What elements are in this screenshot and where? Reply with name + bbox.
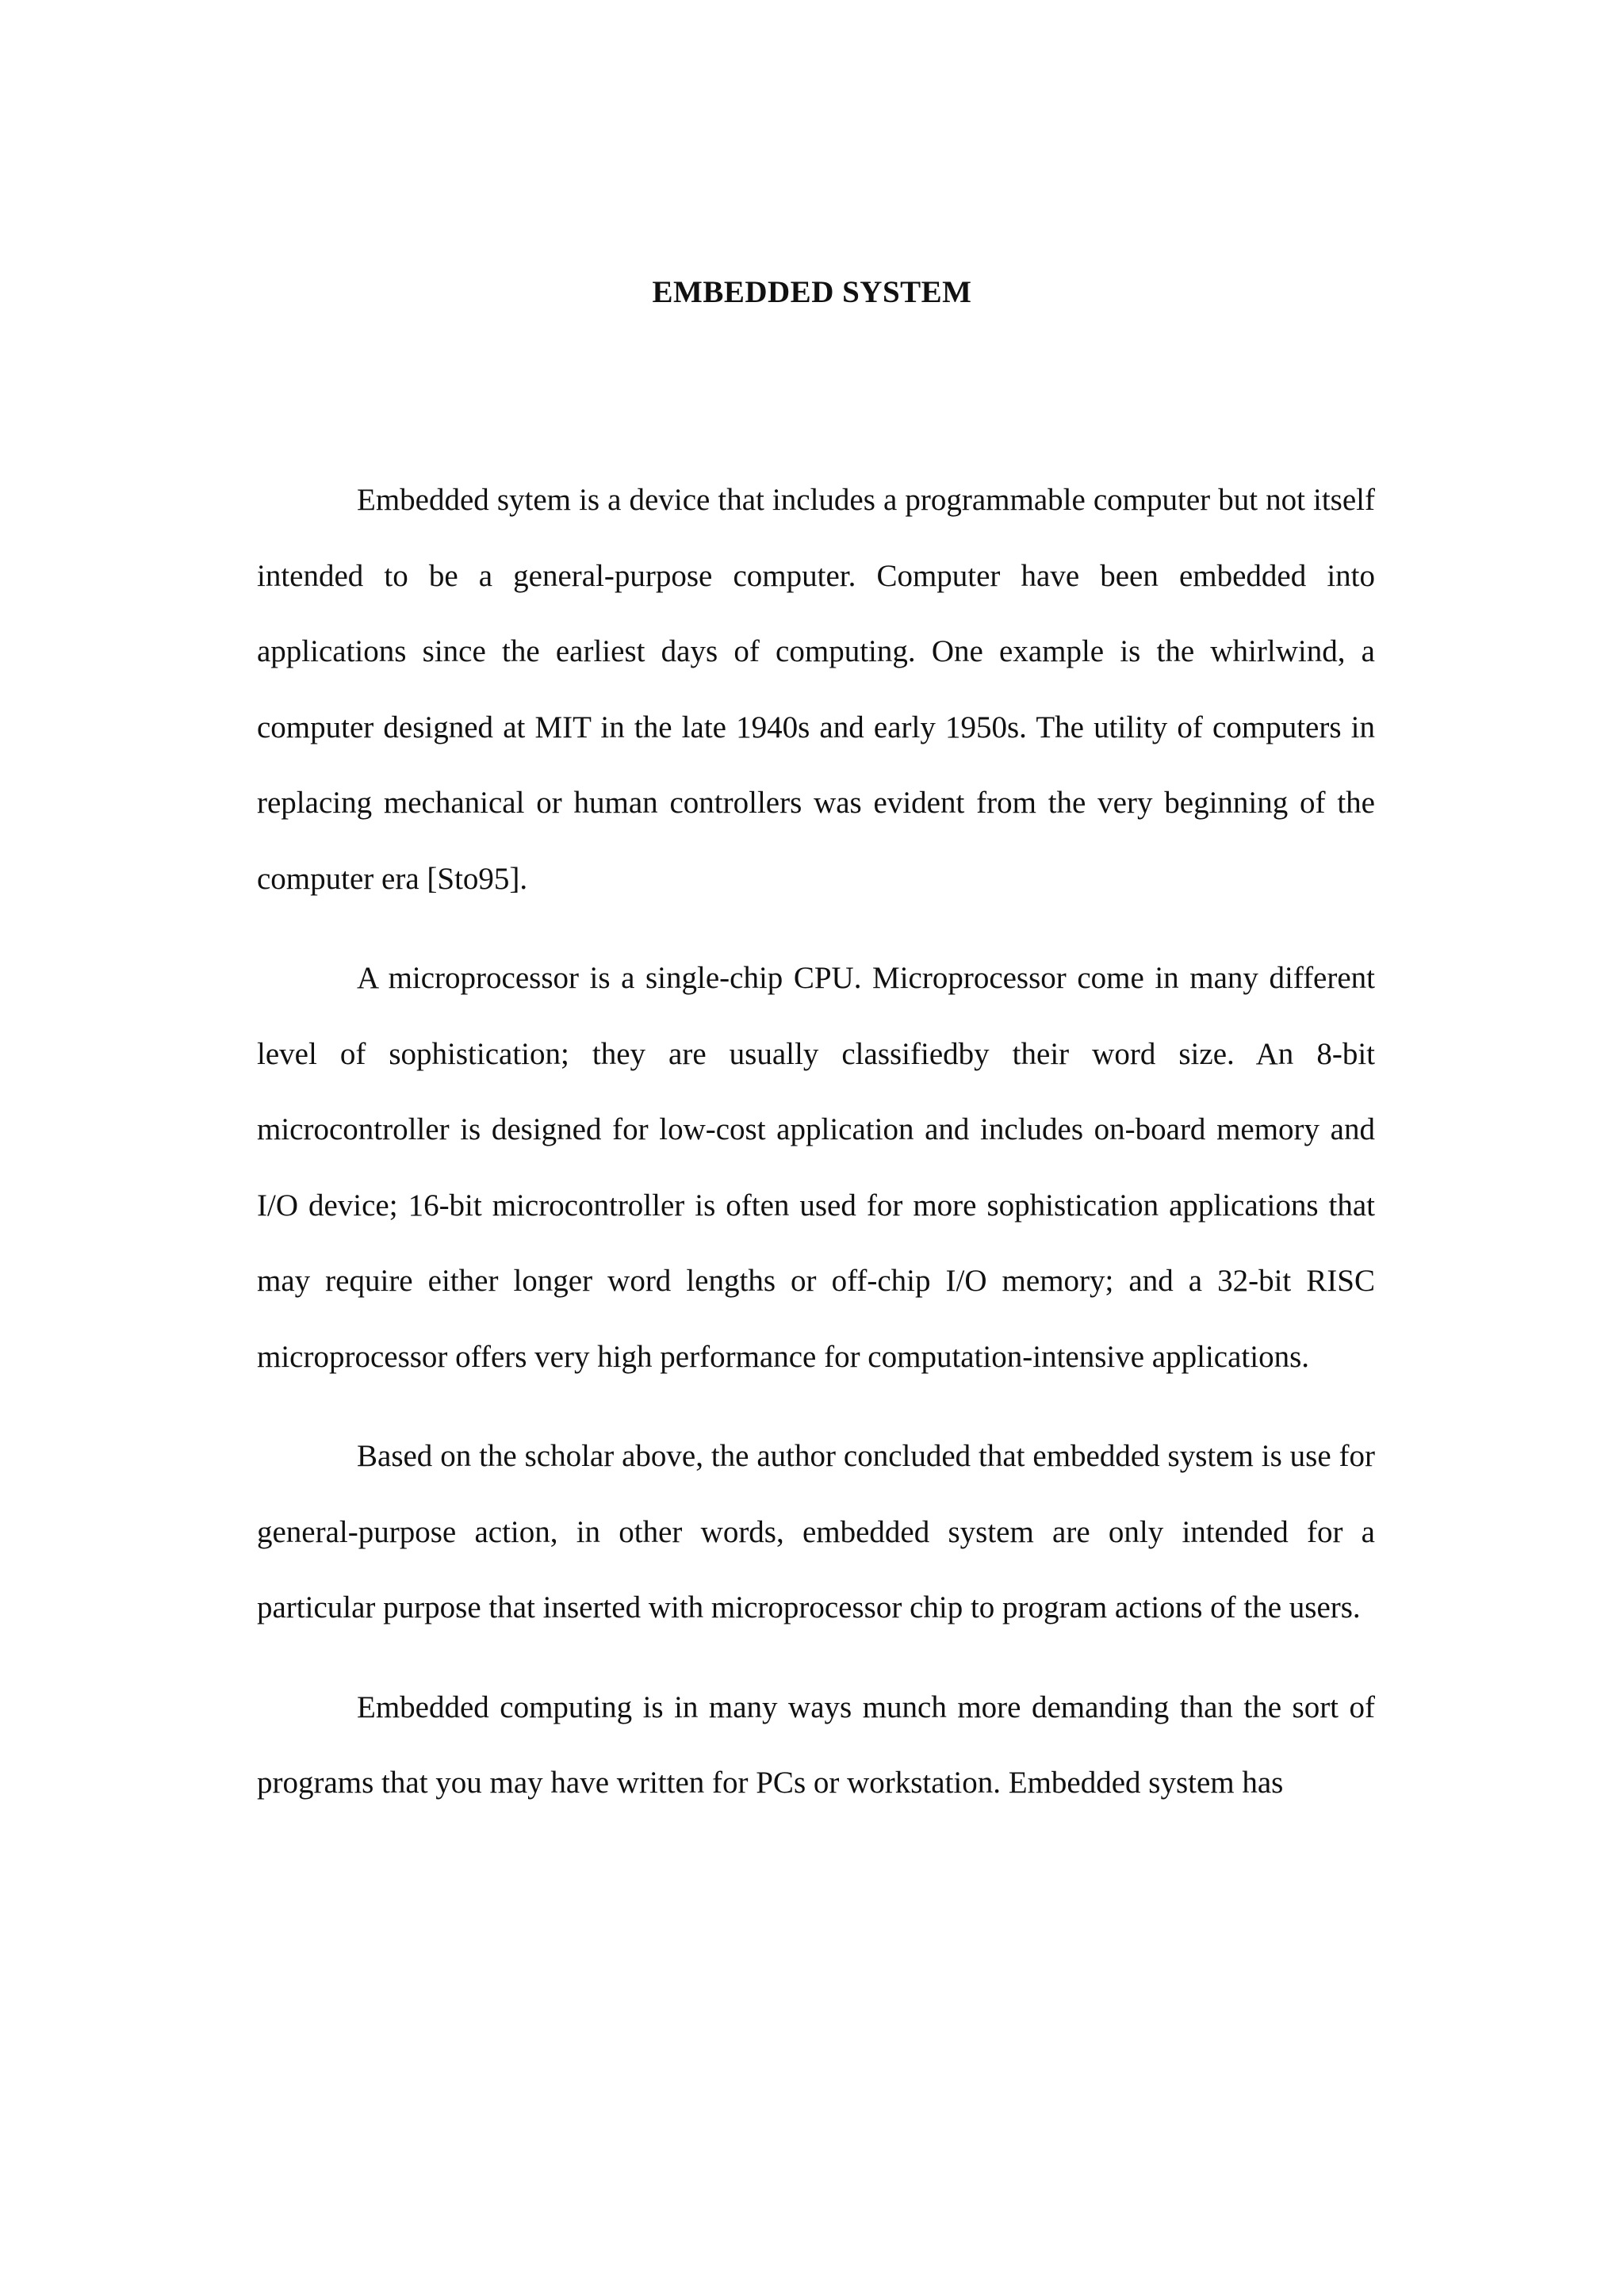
page-title: EMBEDDED SYSTEM — [652, 275, 972, 309]
paragraph-conclusion: Based on the scholar above, the author concluded that embedded system is use for general-purpose action, in other words, embedded system are only intended for a particular purpose that inserted with microprocessor chip to program actions of the users. — [257, 1439, 1375, 1624]
document-body — [257, 462, 1375, 1845]
paragraph-definition: Embedded sytem is a device that includes a programmable computer but not itself intended to be a general-purpose computer. Computer have been embedded into applications since the earliest days of computing. One example is the whirlwind, a computer designed at MIT in the late 1940s and early 1950s. The utility of computers in replacing mechanical or human controllers was evident from the very beginning of the computer era [Sto95]. — [257, 483, 1375, 896]
paragraph-microprocessor: A microprocessor is a single-chip CPU. Microprocessor come in many different level of sophistication; they are usually classifiedby their word size. An 8-bit microcontroller is designed for low-cost application and includes on-board memory and I/O device; 16-bit microcontroller is often used for more sophistication applications that may require either longer word lengths or off-chip I/O memory; and a 32-bit RISC microprocessor offers very high performance for computation-intensive applications. — [257, 961, 1375, 1374]
paragraph-embedded-computing: Embedded computing is in many ways munch more demanding than the sort of programs that you may have written for PCs or workstation. Embedded system has — [257, 1689, 1375, 1800]
